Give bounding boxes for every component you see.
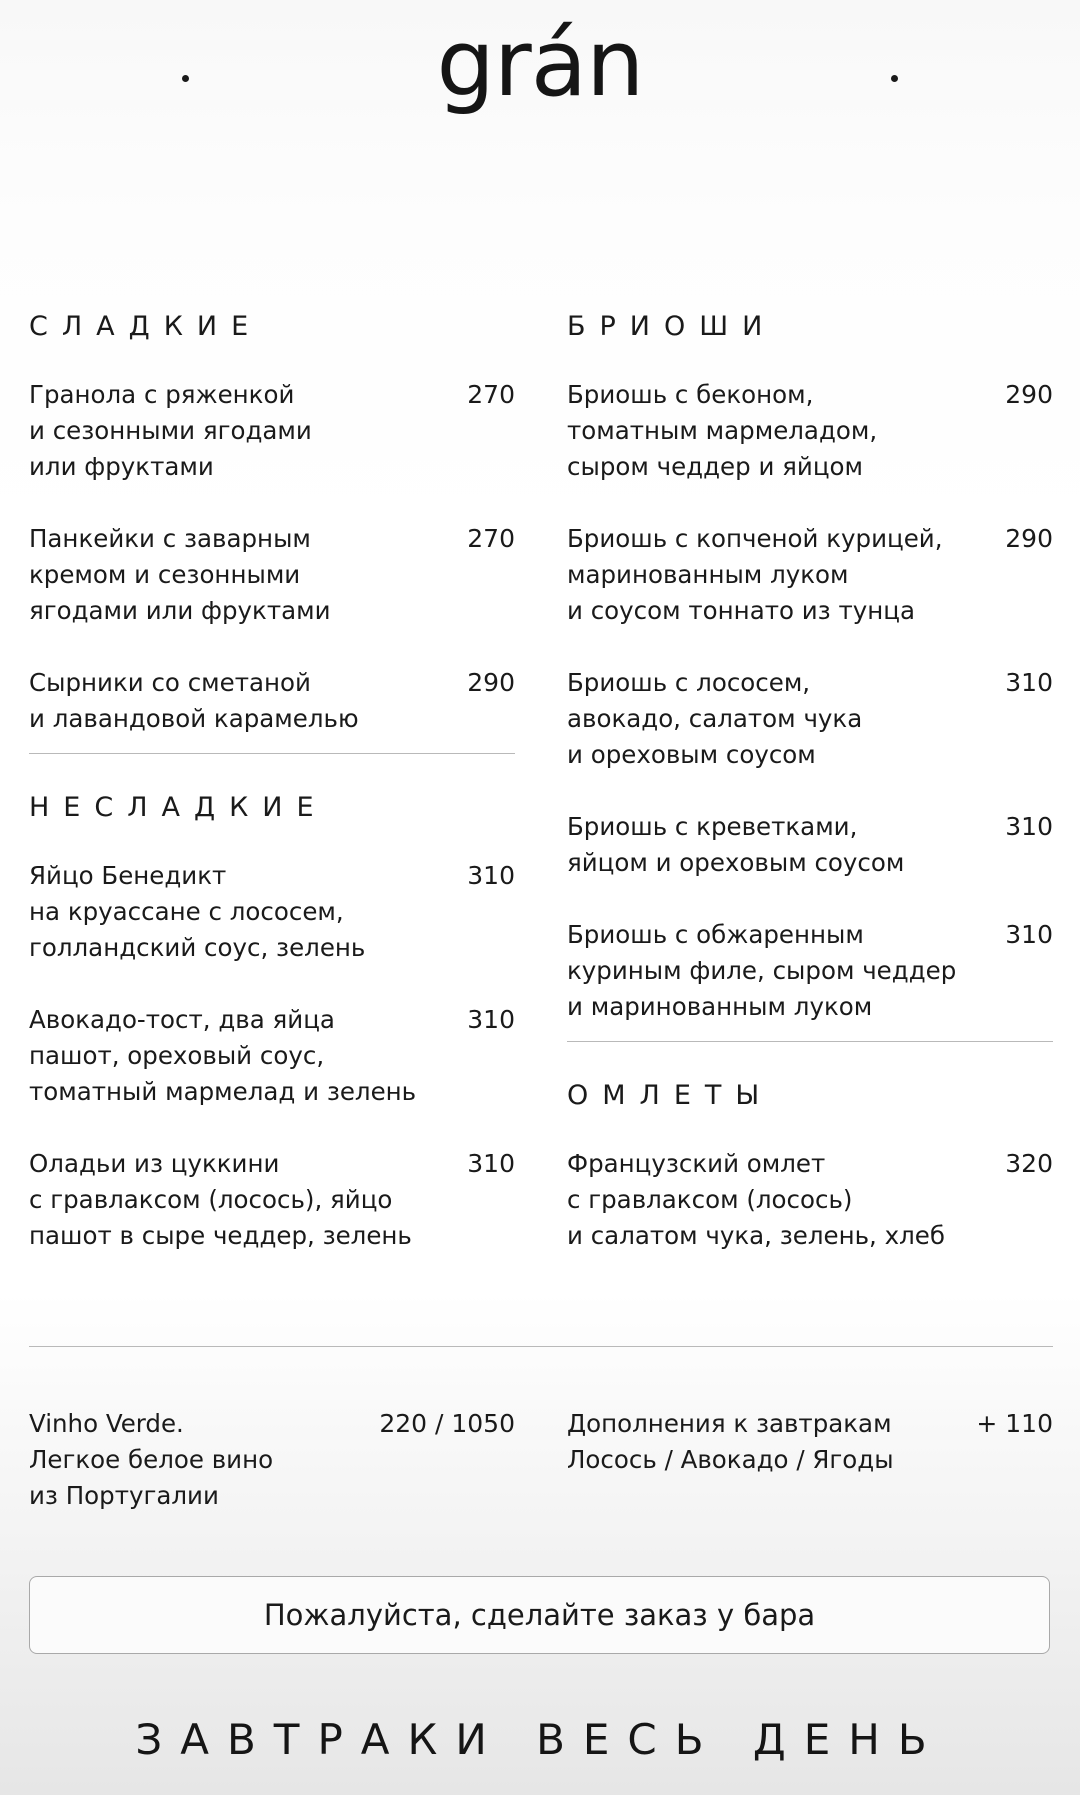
- menu-item: [29, 1146, 515, 1254]
- item-name: Vinho Verde. Легкое белое вино из Португалии: [29, 1409, 274, 1510]
- section-divider: [29, 753, 515, 754]
- item-name: Сырники со сметаной и лавандовой карамелью: [29, 668, 359, 733]
- menu-item: [29, 377, 515, 485]
- breakfast-addons: [567, 1406, 1053, 1514]
- menu-item: [29, 1406, 515, 1514]
- item-price: 310: [467, 1149, 515, 1178]
- menu-item: [29, 665, 515, 737]
- item-name: Оладьи из цуккини с гравлаксом (лосось), яйцо пашот в сыре чеддер, зелень: [29, 1149, 412, 1250]
- menu-item: [567, 521, 1053, 629]
- item-price: 270: [467, 524, 515, 553]
- section-brioche: [567, 307, 1053, 1025]
- menu-item: [567, 665, 1053, 773]
- menu-item: [29, 858, 515, 966]
- section-savory: [29, 788, 515, 1254]
- section-divider: [567, 1041, 1053, 1042]
- item-name: Бриошь с обжаренным куриным филе, сыром чеддер и маринованным луком: [567, 920, 957, 1021]
- item-price: 310: [467, 1005, 515, 1034]
- item-price: 310: [1005, 812, 1053, 841]
- wine-offer: [29, 1406, 515, 1550]
- menu-item: [567, 1406, 1053, 1478]
- menu-item: [567, 1146, 1053, 1254]
- section-title: БРИОШИ: [567, 311, 777, 342]
- decorative-dot-right: [891, 75, 898, 82]
- section-title: НЕСЛАДКИЕ: [29, 792, 328, 823]
- item-price: 320: [1005, 1149, 1053, 1178]
- decorative-dot-left: [182, 75, 189, 82]
- section-title: ОМЛЕТЫ: [567, 1080, 774, 1111]
- item-price: 310: [1005, 920, 1053, 949]
- item-price: 220 / 1050: [379, 1409, 515, 1438]
- item-name: Французский омлет с гравлаксом (лосось) и салатом чука, зелень, хлеб: [567, 1149, 945, 1250]
- menu-item: [29, 1002, 515, 1110]
- item-price: 310: [467, 861, 515, 890]
- item-price: 290: [1005, 380, 1053, 409]
- item-name: Гранола с ряженкой и сезонными ягодами или фруктами: [29, 380, 312, 481]
- item-name: Бриошь с креветками, яйцом и ореховым соусом: [567, 812, 905, 877]
- menu-column-left: [29, 307, 515, 1290]
- extras-divider: [29, 1346, 1053, 1347]
- item-name: Авокадо-тост, два яйца пашот, ореховый соус, томатный мармелад и зелень: [29, 1005, 417, 1106]
- item-price: 270: [467, 380, 515, 409]
- menu-item: [29, 521, 515, 629]
- item-name: Яйцо Бенедикт на круассане с лососем, голландский соус, зелень: [29, 861, 366, 962]
- item-name: Бриошь с копченой курицей, маринованным луком и соусом тоннато из тунца: [567, 524, 943, 625]
- order-at-bar-notice: Пожалуйста, сделайте заказ у бара: [29, 1576, 1050, 1654]
- brand-logo: grán: [436, 10, 644, 117]
- section-omelettes: [567, 1076, 1053, 1254]
- menu-column-right: [567, 307, 1053, 1290]
- item-name: Бриошь с беконом, томатным мармеладом, сыром чеддер и яйцом: [567, 380, 878, 481]
- menu-item: [567, 809, 1053, 881]
- item-name: Дополнения к завтракам Лосось / Авокадо / Ягоды: [567, 1409, 894, 1474]
- section-title: СЛАДКИЕ: [29, 311, 263, 342]
- item-price: 310: [1005, 668, 1053, 697]
- item-price: 290: [1005, 524, 1053, 553]
- item-name: Бриошь с лососем, авокадо, салатом чука и ореховым соусом: [567, 668, 863, 769]
- footer-title: ЗАВТРАКИ ВЕСЬ ДЕНЬ: [135, 1715, 945, 1764]
- section-sweet: [29, 307, 515, 737]
- item-name: Панкейки с заварным кремом и сезонными ягодами или фруктами: [29, 524, 331, 625]
- item-price: 290: [467, 668, 515, 697]
- item-price: + 110: [976, 1409, 1053, 1438]
- menu-item: [567, 377, 1053, 485]
- menu-item: [567, 917, 1053, 1025]
